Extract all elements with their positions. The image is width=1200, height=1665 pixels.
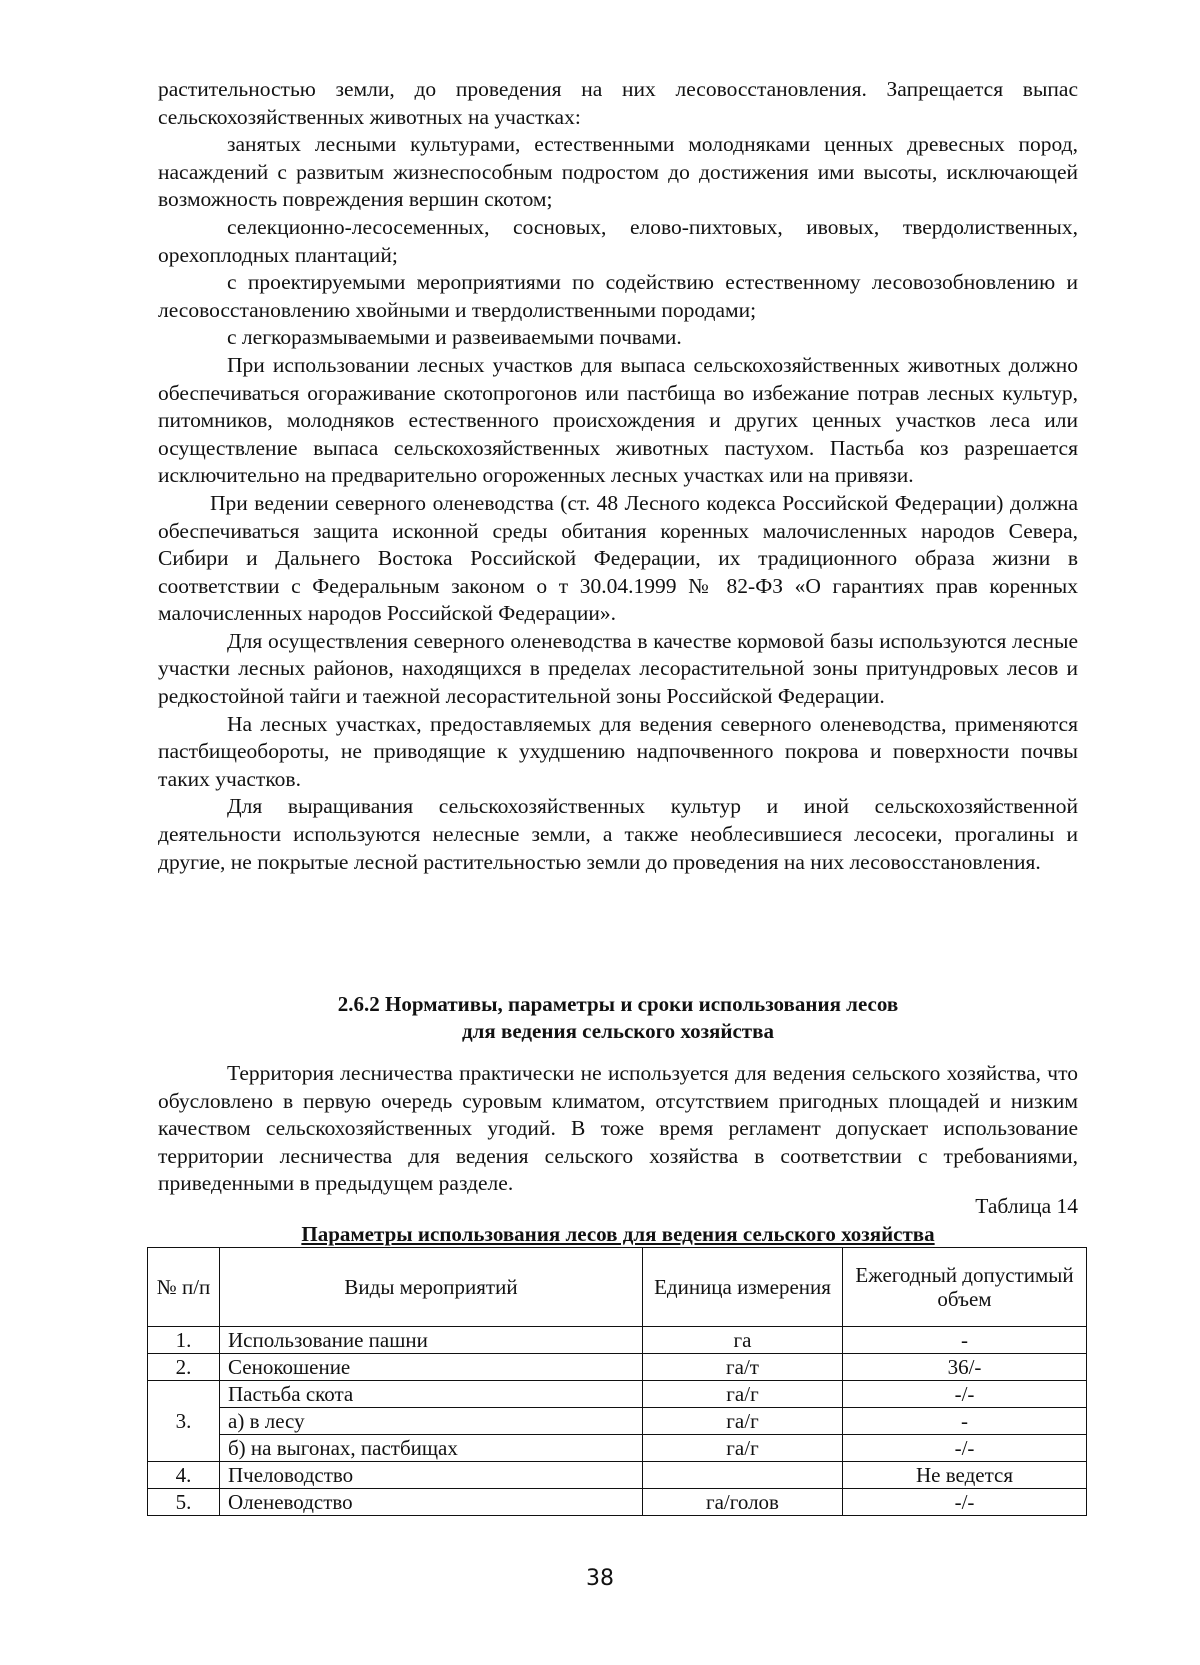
table-row <box>148 1435 1087 1462</box>
row-activity: б) на выгонах, пастбищах <box>220 1435 643 1462</box>
row-unit: га/т <box>643 1354 843 1381</box>
row-num: 5. <box>148 1489 220 1516</box>
row-volume: - <box>843 1327 1087 1354</box>
table-row <box>148 1462 1087 1489</box>
paragraph: растительностью земли, до проведения на них лесовосстановления. Запрещается выпас сельскохозяйственных животных на участках: <box>158 77 1078 129</box>
header-num: № п/п <box>148 1248 220 1327</box>
row-unit: га/г <box>643 1435 843 1462</box>
row-volume: -/- <box>843 1435 1087 1462</box>
paragraph: При ведении северного оленеводства (ст. 48 Лесного кодекса Российской Федерации) должна обеспечиваться защита исконной среды обитания коренных малочисленных народов Севера, Сибири и Дальнего Востока Российской Федерации, их традиционного образа жизни в соответствии с Федеральным законом о т 30.04.1999 № 82-ФЗ «О гарантиях прав коренных малочисленных народов Российской Федерации». <box>158 490 1078 626</box>
row-num: 4. <box>148 1462 220 1489</box>
page-number: 38 <box>586 1566 614 1591</box>
section-paragraph: Территория лесничества практически не используется для ведения сельского хозяйства, что обусловлено в первую очередь суровым климатом, отсутствием пригодных площадей и низким качеством сельскохозяйственных угодий. В тоже время регламент допускает использование территории лесничества для ведения сельского хозяйства в соответствии с требованиями, приведенными в предыдущем разделе. <box>158 1061 1078 1196</box>
table-row <box>148 1408 1087 1435</box>
table-number: Таблица 14 <box>975 1194 1078 1218</box>
paragraph: с проектируемыми мероприятиями по содействию естественному лесовозобновлению и лесовосстановлению хвойными и твердолиственными породами; <box>158 270 1078 322</box>
paragraph: Для выращивания сельскохозяйственных культур и иной сельскохозяйственной деятельности используются нелесные земли, а также необлесившиеся лесосеки, прогалины и другие, не покрытые лесной растительностью земли до проведения на них лесовосстановления. <box>158 794 1078 874</box>
parameters-table <box>147 1247 1087 1516</box>
header-activity: Виды мероприятий <box>220 1248 643 1327</box>
table-row <box>148 1381 1087 1408</box>
row-unit: га/г <box>643 1408 843 1435</box>
paragraph: Для осуществления северного оленеводства в качестве кормовой базы используются лесные участки лесных районов, находящихся в пределах лесорастительной зоны притундровых лесов и редкостойной тайги и таежной лесорастительной зоны Российской Федерации. <box>158 628 1078 709</box>
row-activity: Пчеловодство <box>220 1462 643 1489</box>
paragraph: занятых лесными культурами, естественными молодняками ценных древесных пород, насаждений с развитым жизнеспособным подростом до достижения ими высоты, исключающей возможность повреждения вершин скотом; <box>158 132 1078 212</box>
paragraph: с легкоразмываемыми и развеиваемыми почвами. <box>227 325 682 350</box>
row-activity: Сенокошение <box>220 1354 643 1381</box>
paragraph: При использовании лесных участков для выпаса сельскохозяйственных животных должно обеспечиваться огораживание скотопрогонов или пастбища во избежание потрав лесных культур, питомников, молодняков естественного происхождения и других ценных участков леса или осуществление выпаса сельскохозяйственных животных пастухом. Пастьба коз разрешается исключительно на предварительно огороженных лесных участках или на привязи. <box>158 352 1078 488</box>
section-heading-line1: 2.6.2 Нормативы, параметры и сроки использования лесов <box>337 992 899 1016</box>
row-volume: Не ведется <box>843 1462 1087 1489</box>
row-unit: га <box>643 1327 843 1354</box>
row-unit: га/г <box>643 1381 843 1408</box>
section-heading-line2: для ведения сельского хозяйства <box>462 1019 774 1043</box>
row-activity: а) в лесу <box>220 1408 643 1435</box>
body-text <box>158 76 1078 876</box>
row-volume: -/- <box>843 1489 1087 1516</box>
table-caption: Параметры использования лесов для ведения сельского хозяйства <box>301 1222 935 1246</box>
row-num: 2. <box>148 1354 220 1381</box>
table-row <box>148 1354 1087 1381</box>
row-activity: Пастьба скота <box>220 1381 643 1408</box>
paragraph: На лесных участках, предоставляемых для ведения северного оленеводства, применяются пастбищеобороты, не приводящие к ухудшению надпочвенного покрова и поверхности почвы таких участков. <box>158 711 1078 791</box>
table-header-row <box>148 1248 1087 1327</box>
paragraph: селекционно-лесосеменных, сосновых, елово-пихтовых, ивовых, твердолиственных, орехоплодных плантаций; <box>158 214 1078 267</box>
row-num: 1. <box>148 1327 220 1354</box>
row-activity: Оленеводство <box>220 1489 643 1516</box>
row-unit <box>643 1462 843 1489</box>
row-volume: -/- <box>843 1381 1087 1408</box>
header-unit: Единица измерения <box>643 1248 843 1327</box>
header-volume: Ежегодный допустимый объем <box>843 1248 1087 1327</box>
table-row <box>148 1327 1087 1354</box>
row-volume: - <box>843 1408 1087 1435</box>
row-unit: га/голов <box>643 1489 843 1516</box>
section-heading <box>158 991 1078 1045</box>
table-row <box>148 1489 1087 1516</box>
row-volume: 36/- <box>843 1354 1087 1381</box>
row-activity: Использование пашни <box>220 1327 643 1354</box>
row-num: 3. <box>148 1381 220 1462</box>
